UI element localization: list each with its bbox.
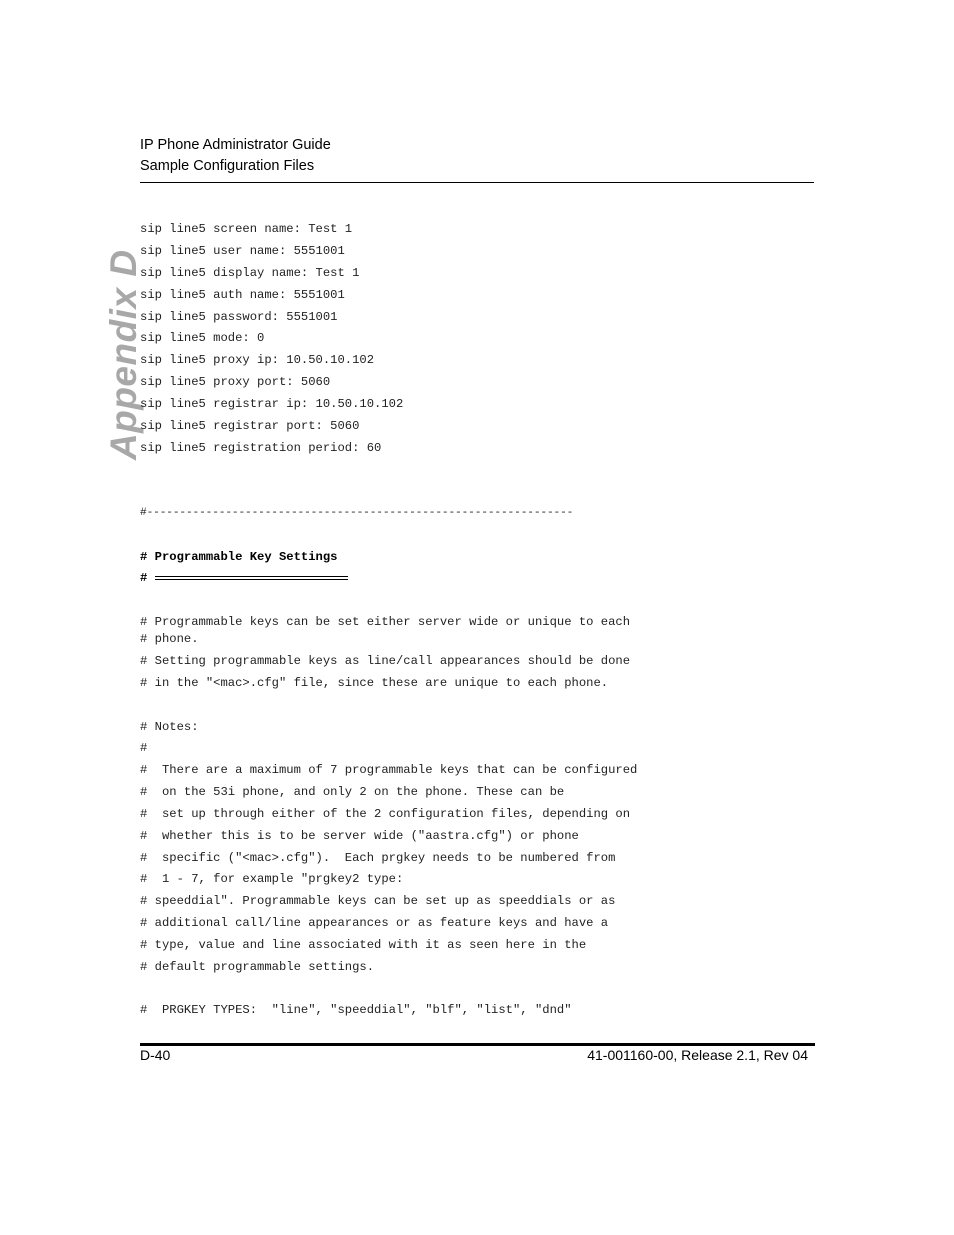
comment-line: # set up through either of the 2 configuration files, depending on — [140, 807, 631, 821]
header-subtitle: Sample Configuration Files — [140, 158, 315, 174]
comment-line: # — [140, 741, 148, 755]
comment-line: # PRGKEY TYPES: "line", "speeddial", "blf", "list", "dnd" — [140, 1003, 572, 1017]
config-line: sip line5 mode: 0 — [140, 331, 265, 345]
comment-line: # default programmable settings. — [140, 960, 375, 974]
comment-line: # in the "<mac>.cfg" file, since these are unique to each phone. — [140, 676, 609, 690]
appendix-label-text: Appendix D — [103, 249, 144, 460]
running-header — [140, 135, 331, 177]
heading-double-rule-bottom — [155, 579, 348, 580]
comment-line: # on the 53i phone, and only 2 on the phone. These can be — [140, 785, 565, 799]
comment-line: # phone. — [140, 632, 199, 646]
config-line: sip line5 registrar port: 5060 — [140, 419, 360, 433]
footer-rule — [140, 1043, 815, 1046]
comment-line: # additional call/line appearances or as feature keys and have a — [140, 916, 609, 930]
section-underline-prefix: # — [140, 571, 148, 585]
comment-line: # Notes: — [140, 720, 199, 734]
comment-line: # speeddial". Programmable keys can be set up as speeddials or as — [140, 894, 616, 908]
section-heading: # Programmable Key Settings — [140, 550, 338, 564]
heading-double-rule-top — [155, 576, 348, 577]
config-line: sip line5 auth name: 5551001 — [140, 288, 345, 302]
config-line: sip line5 display name: Test 1 — [140, 266, 360, 280]
header-title: IP Phone Administrator Guide — [140, 137, 331, 153]
config-line: sip line5 proxy port: 5060 — [140, 375, 331, 389]
config-line: sip line5 password: 5551001 — [140, 310, 338, 324]
comment-line: # There are a maximum of 7 programmable keys that can be configured — [140, 763, 638, 777]
header-rule — [140, 182, 814, 183]
comment-line: # 1 - 7, for example "prgkey2 type: — [140, 872, 404, 886]
page-number: D-40 — [140, 1047, 171, 1063]
comment-line: # specific ("<mac>.cfg"). Each prgkey needs to be numbered from — [140, 851, 616, 865]
comment-line: # whether this is to be server wide ("aastra.cfg") or phone — [140, 829, 579, 843]
config-line: sip line5 proxy ip: 10.50.10.102 — [140, 353, 375, 367]
comment-line: # Programmable keys can be set either server wide or unique to each — [140, 615, 631, 629]
comment-line: # type, value and line associated with it as seen here in the — [140, 938, 587, 952]
document-id: 41-001160-00, Release 2.1, Rev 04 — [587, 1047, 808, 1063]
config-line: sip line5 user name: 5551001 — [140, 244, 345, 258]
config-line: sip line5 registrar ip: 10.50.10.102 — [140, 397, 404, 411]
separator-line: #----------------------------------------------------------------- — [140, 507, 574, 519]
config-line: sip line5 screen name: Test 1 — [140, 222, 353, 236]
comment-line: # Setting programmable keys as line/call appearances should be done — [140, 654, 631, 668]
config-line: sip line5 registration period: 60 — [140, 441, 382, 455]
